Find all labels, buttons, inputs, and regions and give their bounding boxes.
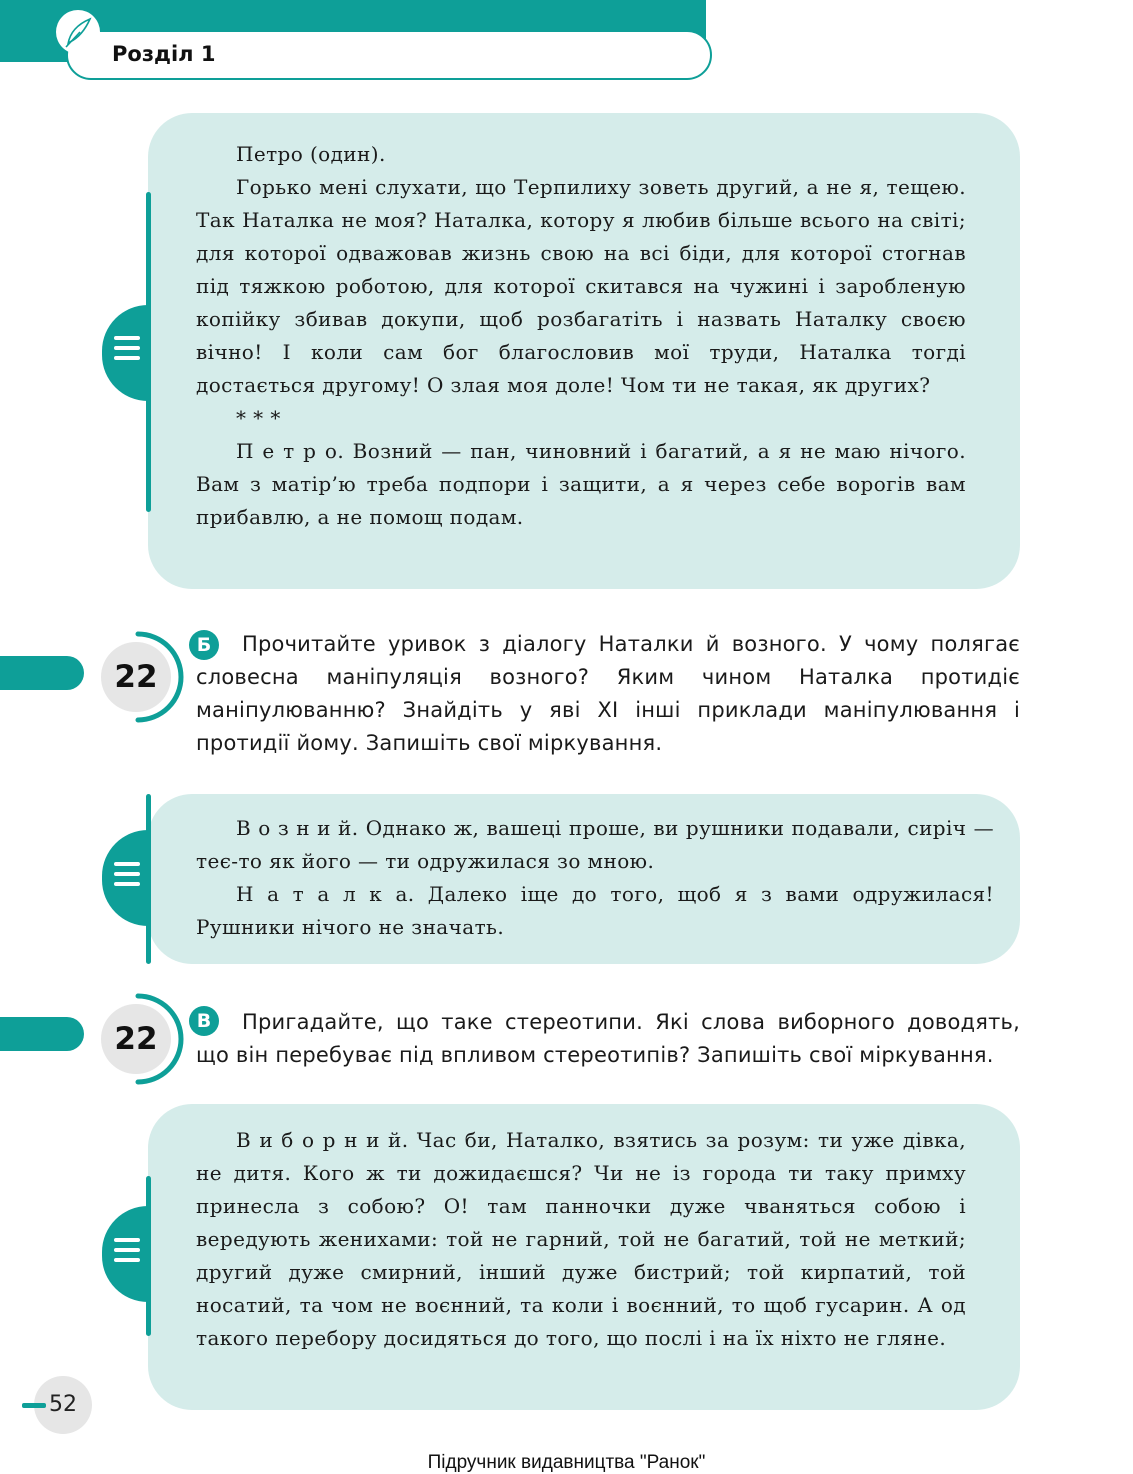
speech: Час би, Наталко, взятись за розум: ти уже дівка, не дитя. Кого ж ти дожидаєшся? Чи не із города ти таку примху принесла з собою? О! там панночки дуже чваняться собою і вередують женихами: той не гарний, той не багатий, той не меткий; другий дуже смирний, інший дуже бистрий; той кирпатий, той носатий, та чом не воєнний, та коли і воєнний, то щоб гусарин. А од такого перебору досидяться до того, що послі і на їх ніхто не гляне. [196,1128,966,1350]
text-lines-icon [114,336,140,360]
page-number: 52 [34,1376,92,1434]
task-1-text: Прочитайте уривок з діалогу Наталки й возного. У чому полягає словесна маніпуляція возного? Яким чином Наталка протидіє маніпулюванню? Знайдіть у яві XI інші приклади маніпулювання і протидії йому. Запишіть свої міркування. [196,632,1020,755]
dialogue-line [196,878,994,944]
task-1-tab [0,656,84,690]
block-1-text [196,138,966,534]
feather-icon [56,10,100,54]
monologue: Горько мені слухати, що Терпилиху зоветь другий, а не я, тещею. Так Наталка не моя? Наталка, котору я любив більше всього на світі; для которої одважовав жизнь свою на всі біди, для которої стогнав під тяжкою роботою, для которої скитався на чужині і заробленую копійку збивав докупи, щоб розбагатіть і назвать Наталку своєю вічно! І коли сам бог благословив мої труди, Наталка тогді достається другому! О злая моя доле! Чом ти не такая, як других? [196,175,966,397]
speaker: В о з н и й. [236,816,359,840]
separator: * * * [236,406,281,430]
dialogue-line [196,435,966,534]
page-number-dash [22,1403,46,1408]
feather-icon-holder [56,10,100,54]
stage-direction: Петро (один). [236,142,386,166]
dialogue-line [196,812,994,878]
task-2-text: Пригадайте, що таке стереотипи. Які слова виборного доводять, що він перебуває під впливом стереотипів? Запишіть свої міркування. [196,1010,1020,1067]
publisher-footer: Підручник видавництва "Ранок" [427,1452,706,1473]
speech: Далеко іще до того, щоб я з вами одружилася! Рушники нічого не значать. [196,882,994,939]
speaker: Н а т а л к а. [236,882,415,906]
block-3-text [196,1124,966,1355]
task-1-text-wrap [196,628,1020,760]
task-2-number: 22 [101,1004,171,1074]
section-title: Розділ 1 [112,42,216,66]
block-2-text [196,812,994,944]
text-lines-icon [114,862,140,886]
task-2-letter: В [189,1006,219,1036]
speaker: В и б о р н и й. [236,1128,409,1152]
speech: Однако ж, вашеці проше, ви рушники подавали, сиріч — теє-то як його — ти одружилася зо мною. [196,816,994,873]
task-2-text-wrap [196,1006,1020,1072]
task-1-number: 22 [101,642,171,712]
task-1-letter: Б [189,630,219,660]
speaker: П е т р о. [236,439,345,463]
speech: Возний — пан, чиновний і багатий, а я не маю нічого. Вам з матір’ю треба подпори і защити, а я через себе ворогів вам прибавлю, а не помощ подам. [196,439,966,529]
task-2-tab [0,1017,84,1051]
text-lines-icon [114,1238,140,1262]
dialogue-line [196,1124,966,1355]
